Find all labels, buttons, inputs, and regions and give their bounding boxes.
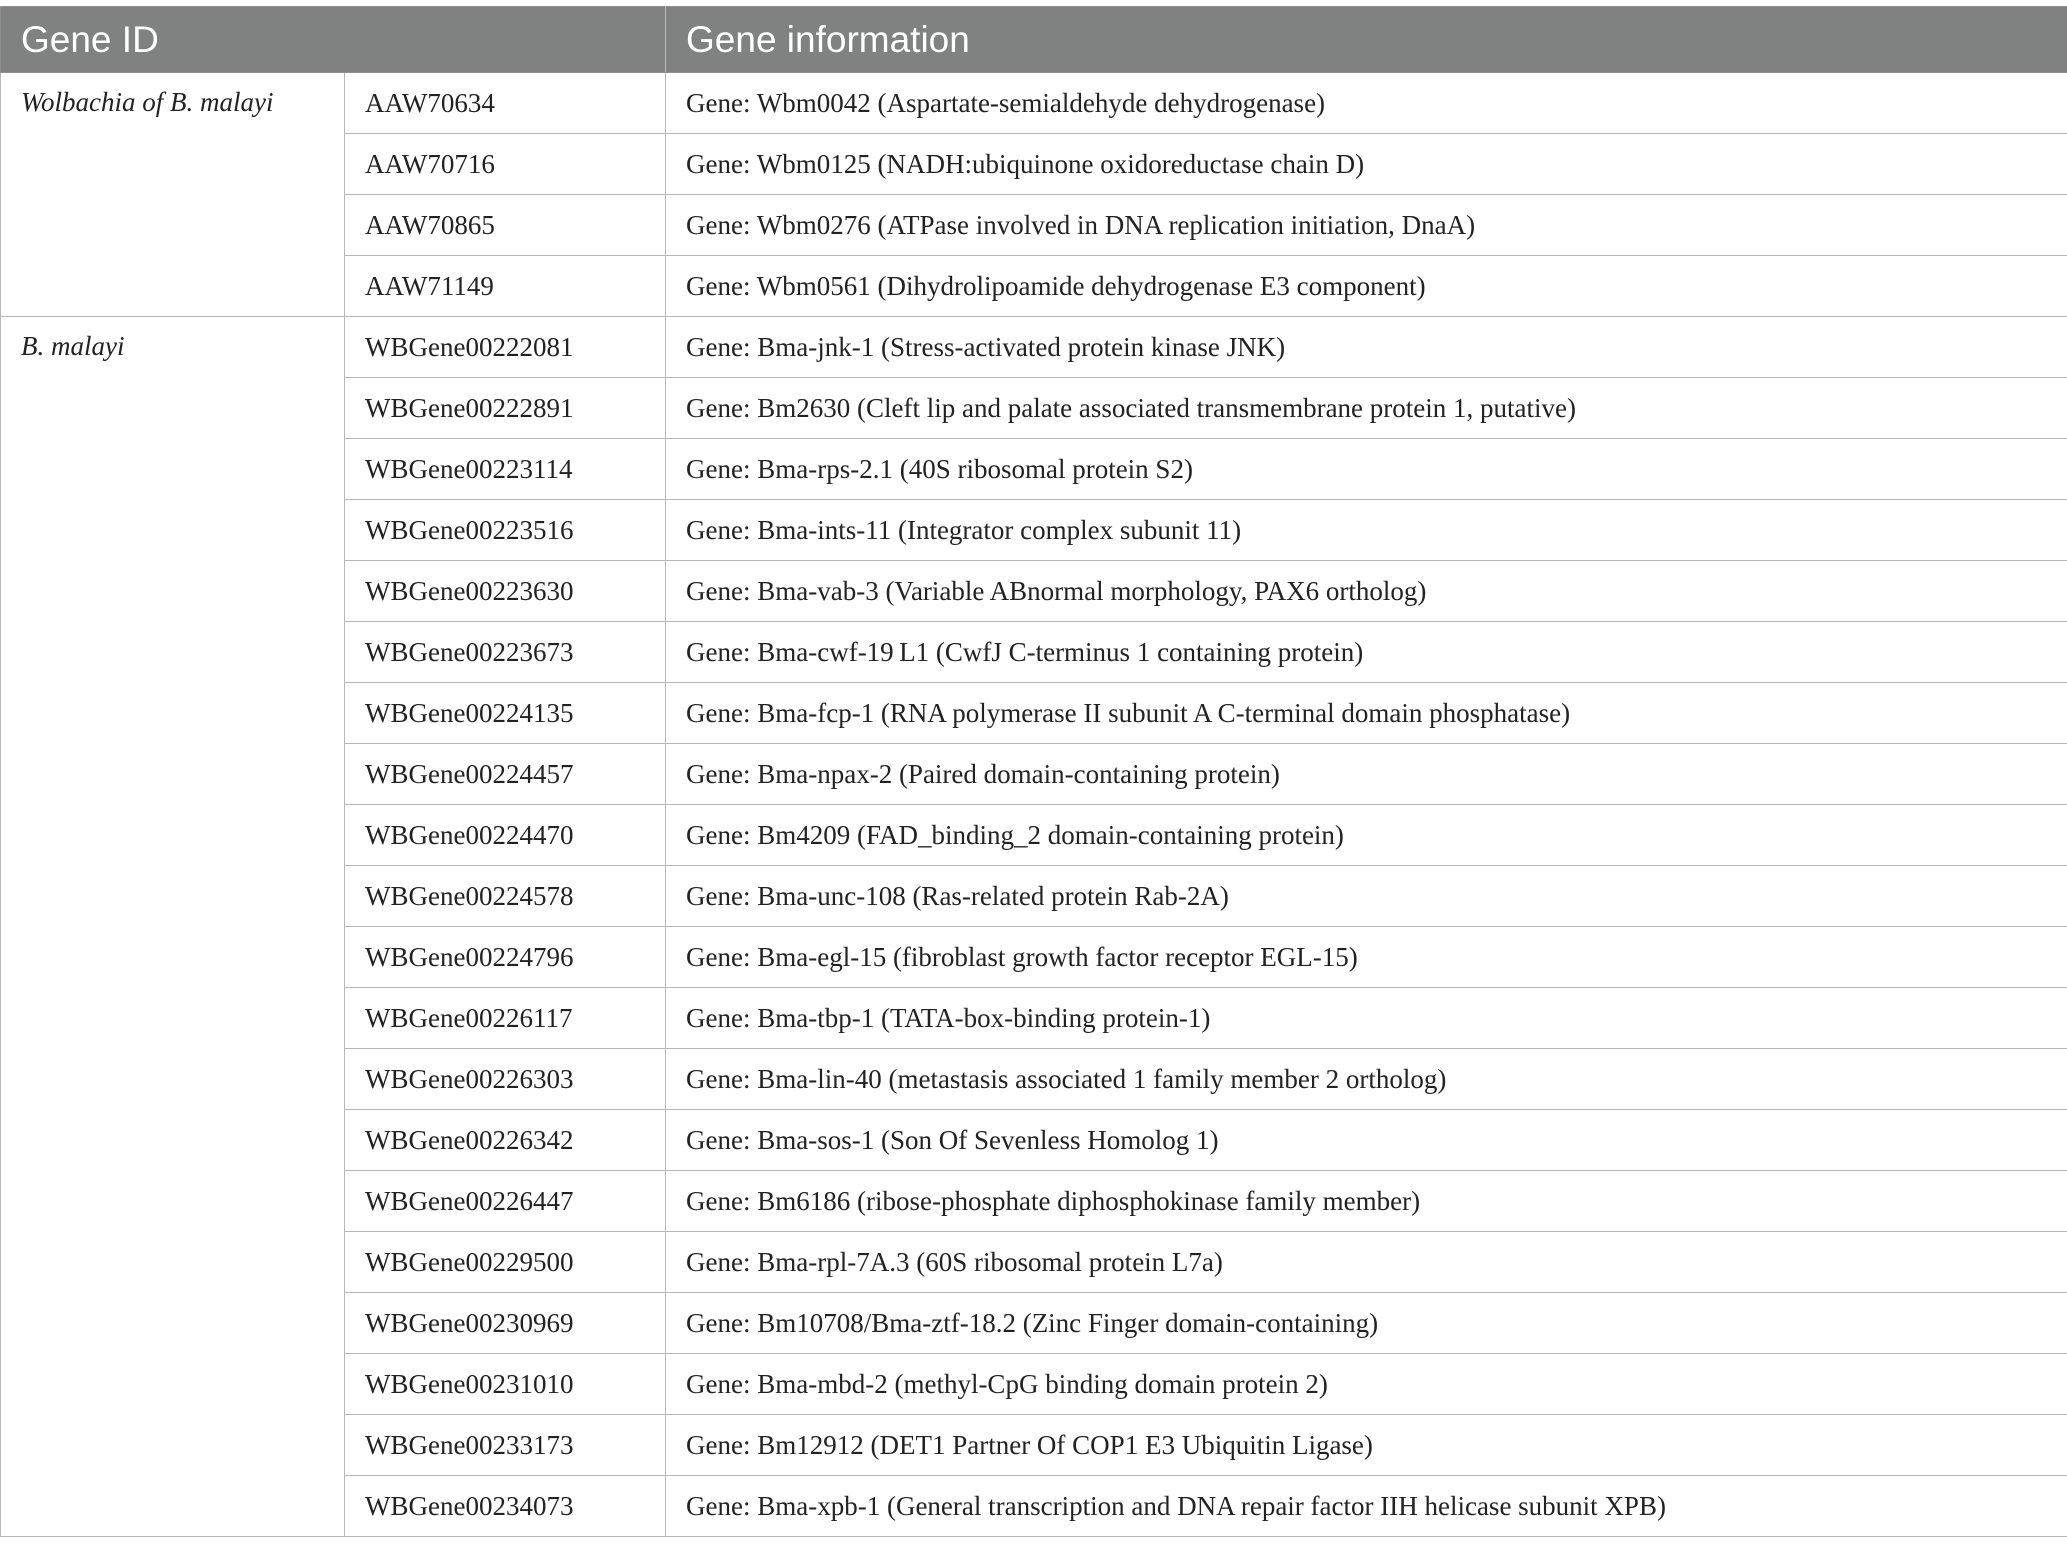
gene-info-cell: Gene: Wbm0561 (Dihydrolipoamide dehydrogenase E3 component) — [666, 256, 2067, 317]
header-gene-information: Gene information — [666, 7, 2067, 73]
gene-id-cell: WBGene00222891 — [345, 378, 666, 439]
gene-info-cell: Gene: Wbm0276 (ATPase involved in DNA replication initiation, DnaA) — [666, 195, 2067, 256]
gene-id-cell: WBGene00224457 — [345, 744, 666, 805]
gene-info-cell: Gene: Bma-tbp-1 (TATA-box-binding protein-1) — [666, 988, 2067, 1049]
gene-id-cell: WBGene00224578 — [345, 866, 666, 927]
gene-id-cell: WBGene00229500 — [345, 1232, 666, 1293]
gene-info-cell: Gene: Bm4209 (FAD_binding_2 domain-containing protein) — [666, 805, 2067, 866]
table-header — [1, 7, 2067, 73]
table-body — [1, 73, 2067, 1537]
gene-info-cell: Gene: Bma-unc-108 (Ras-related protein Rab-2A) — [666, 866, 2067, 927]
gene-id-cell: WBGene00223114 — [345, 439, 666, 500]
gene-id-cell: WBGene00223516 — [345, 500, 666, 561]
gene-id-cell: WBGene00224796 — [345, 927, 666, 988]
gene-id-cell: AAW71149 — [345, 256, 666, 317]
gene-info-cell: Gene: Bma-fcp-1 (RNA polymerase II subunit A C-terminal domain phosphatase) — [666, 683, 2067, 744]
gene-id-cell: WBGene00224470 — [345, 805, 666, 866]
gene-info-cell: Gene: Bma-vab-3 (Variable ABnormal morphology, PAX6 ortholog) — [666, 561, 2067, 622]
gene-id-cell: WBGene00223630 — [345, 561, 666, 622]
organism-cell: B. malayi — [1, 317, 345, 1537]
gene-id-cell: WBGene00222081 — [345, 317, 666, 378]
gene-info-cell: Gene: Bma-lin-40 (metastasis associated 1 family member 2 ortholog) — [666, 1049, 2067, 1110]
gene-id-cell: WBGene00226342 — [345, 1110, 666, 1171]
gene-table — [0, 6, 2067, 1537]
gene-id-cell: WBGene00223673 — [345, 622, 666, 683]
gene-info-cell: Gene: Bma-jnk-1 (Stress-activated protein kinase JNK) — [666, 317, 2067, 378]
gene-info-cell: Gene: Bma-npax-2 (Paired domain-containing protein) — [666, 744, 2067, 805]
table-row — [1, 317, 2067, 378]
gene-info-cell: Gene: Bma-egl-15 (fibroblast growth factor receptor EGL-15) — [666, 927, 2067, 988]
gene-id-cell: WBGene00233173 — [345, 1415, 666, 1476]
gene-info-cell: Gene: Bma-sos-1 (Son Of Sevenless Homolog 1) — [666, 1110, 2067, 1171]
gene-id-cell: WBGene00224135 — [345, 683, 666, 744]
gene-info-cell: Gene: Bma-mbd-2 (methyl-CpG binding domain protein 2) — [666, 1354, 2067, 1415]
gene-id-cell: AAW70716 — [345, 134, 666, 195]
gene-info-cell: Gene: Bm2630 (Cleft lip and palate associated transmembrane protein 1, putative) — [666, 378, 2067, 439]
organism-cell: Wolbachia of B. malayi — [1, 73, 345, 317]
gene-id-cell: AAW70865 — [345, 195, 666, 256]
gene-id-cell: WBGene00226447 — [345, 1171, 666, 1232]
header-row — [1, 7, 2067, 73]
gene-info-cell: Gene: Wbm0125 (NADH:ubiquinone oxidoreductase chain D) — [666, 134, 2067, 195]
gene-id-cell: WBGene00230969 — [345, 1293, 666, 1354]
gene-id-cell: WBGene00226303 — [345, 1049, 666, 1110]
gene-id-cell: WBGene00234073 — [345, 1476, 666, 1537]
gene-info-cell: Gene: Bma-xpb-1 (General transcription and DNA repair factor IIH helicase subunit XPB) — [666, 1476, 2067, 1537]
gene-info-cell: Gene: Bm6186 (ribose-phosphate diphosphokinase family member) — [666, 1171, 2067, 1232]
gene-info-cell: Gene: Bma-rps-2.1 (40S ribosomal protein S2) — [666, 439, 2067, 500]
gene-info-cell: Gene: Bm10708/Bma-ztf-18.2 (Zinc Finger domain-containing) — [666, 1293, 2067, 1354]
gene-id-cell: WBGene00231010 — [345, 1354, 666, 1415]
gene-info-cell: Gene: Wbm0042 (Aspartate-semialdehyde dehydrogenase) — [666, 73, 2067, 134]
gene-info-cell: Gene: Bma-ints-11 (Integrator complex subunit 11) — [666, 500, 2067, 561]
gene-id-cell: AAW70634 — [345, 73, 666, 134]
gene-info-cell: Gene: Bm12912 (DET1 Partner Of COP1 E3 Ubiquitin Ligase) — [666, 1415, 2067, 1476]
gene-info-cell: Gene: Bma-cwf-19 L1 (CwfJ C-terminus 1 containing protein) — [666, 622, 2067, 683]
gene-id-cell: WBGene00226117 — [345, 988, 666, 1049]
gene-info-cell: Gene: Bma-rpl-7A.3 (60S ribosomal protein L7a) — [666, 1232, 2067, 1293]
table-row — [1, 73, 2067, 134]
header-gene-id: Gene ID — [1, 7, 666, 73]
